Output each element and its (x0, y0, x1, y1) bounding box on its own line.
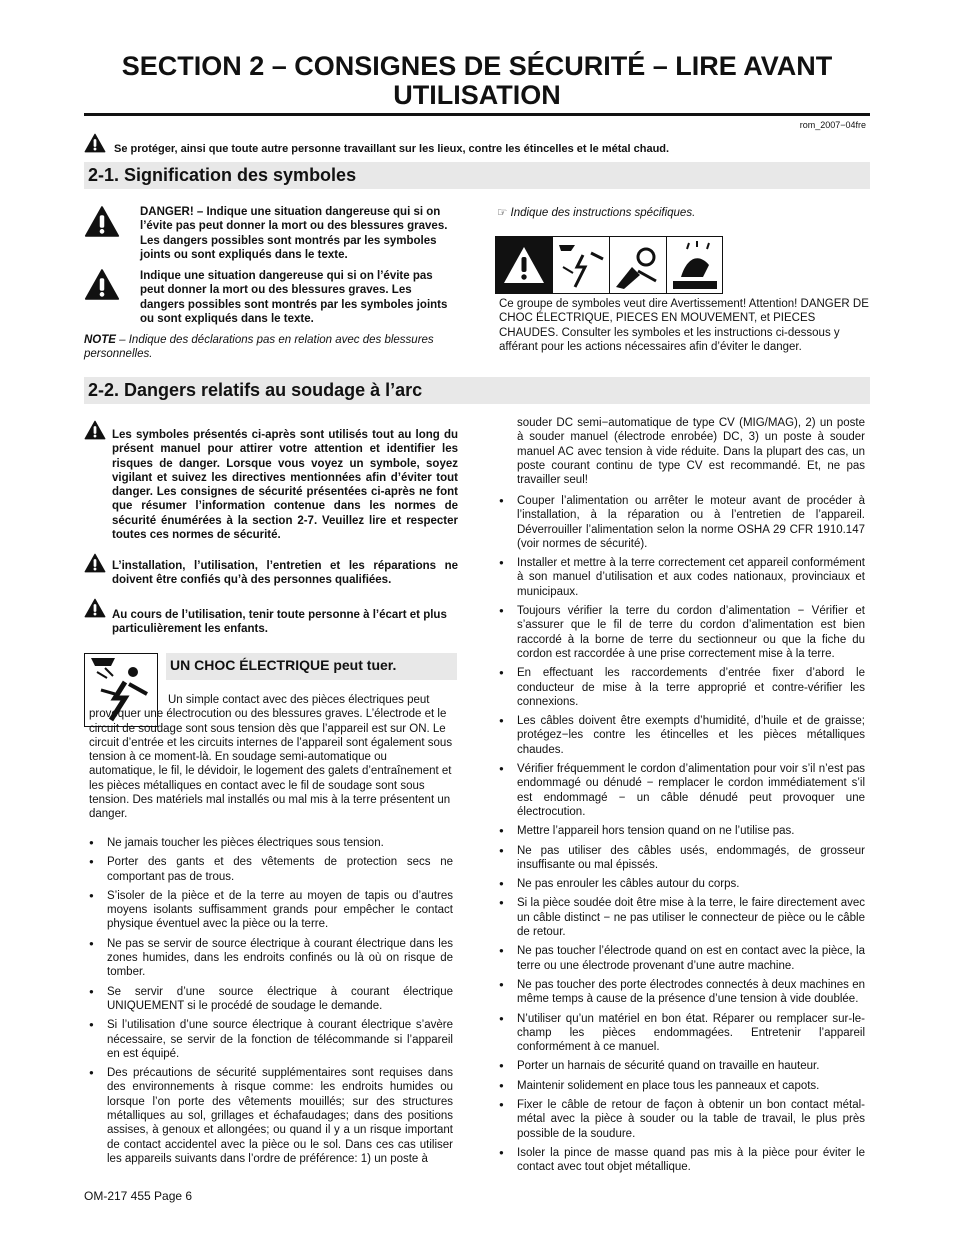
list-item: ● Si la pièce soudée doit être mise à la terre, le faire directement avec un câble distinct − ne pas utiliser le connecteur de pièce ou le câble de retour. (499, 896, 865, 939)
left-bullet-list (89, 836, 453, 1171)
moving-parts-icon (610, 237, 667, 293)
qualified-persons-warning: L’installation, l’utilisation, l’entretien et les réparations ne doivent être confiés qu’à des personnes qualifiées. (112, 560, 458, 587)
list-item: ● Ne pas enrouler les câbles autour du corps. (499, 877, 865, 891)
warning-icon (84, 420, 106, 440)
instructions-line: ☞ Indique des instructions spécifiques. (497, 207, 696, 219)
symbol-group-caption: Ce groupe de symboles veut dire Avertissement! Attention! DANGER DE CHOC ÉLECTRIQUE, PIECES EN MOUVEMENT, et PIECES CHAUDES. Consulter les symboles et les instructions ci-dessous y afférant pour les actions nécessaires afin d’éviter le danger. (499, 298, 869, 353)
warning-icon (84, 598, 106, 618)
title-rule (84, 113, 870, 116)
list-item: ● Si l’utilisation d’une source électrique à courant électrique s’avère nécessaire, se servir de la fonction de télécommande si l’appareil en est équipé. (89, 1018, 453, 1061)
warning-icon (84, 268, 120, 301)
electric-shock-icon (553, 237, 610, 293)
list-item: ● Porter des gants et des vêtements de protection secs ne comportant pas de trous. (89, 855, 453, 884)
list-item: ● N’utiliser qu’un matériel en bon état. Réparer ou remplacer sur-le-champ les pièces endommagées. Entretenir l’appareil conformément à ce manuel. (499, 1012, 865, 1055)
list-item: ● Ne jamais toucher les pièces électriques sous tension. (89, 836, 453, 850)
list-item: ● Les câbles doivent être exempts d’humidité, d’huile et de graisse; protégez−les contre les étincelles et les pièces métalliques chaudes. (499, 714, 865, 757)
page-title: SECTION 2 – CONSIGNES DE SÉCURITÉ – LIRE AVANT UTILISATION (121, 51, 833, 110)
list-item: ● Porter un harnais de sécurité quand on travaille en hauteur. (499, 1059, 865, 1073)
warning-text: Indique une situation dangereuse qui si on l’évite pas peut donner la mort ou des blessures graves. Les dangers possibles sont montrés par les symboles joints ou sont expliqués dans le texte. (140, 270, 448, 325)
list-item: ● Ne pas toucher l’électrode quand on est en contact avec la pièce, la terre ou une électrode provenant d’une autre machine. (499, 944, 865, 973)
right-bullet-list (499, 494, 865, 1179)
keep-away-warning: Au cours de l’utilisation, tenir toute personne à l’écart et plus particulièrement les enfants. (112, 609, 447, 636)
list-item: ● Ne pas se servir de source électrique à courant électrique dans les zones humides, dans les endroits confinés ou là où on risque de tomber. (89, 937, 453, 980)
list-item: ● Ne pas toucher des porte électrodes connectés à deux machines en même temps à cause de la présence d’une tension à vide doublée. (499, 978, 865, 1007)
list-item: ● Installer et mettre à la terre correctement cet appareil conformément à son manuel d’utilisation et aux codes nationaux, provinciaux et municipaux. (499, 556, 865, 599)
shock-intro: Un simple contact avec des pièces électriques peut provoquer une électrocution ou des blessures graves. L’électrode et le circuit de soudage sont sous tension dès que l’appareil est sur ON. Le circuit d’entrée et les circuits internes de l’appareil sont également sous tension à ce moment-là. En soudage semi-automatique ou automatique, le fil, le dévidoir, le logement des galets d’entraînement et les pièces métalliques en contact avec le fil de soudage sont sous tension. Des matériels mal installés ou mal mis à la terre présentent un danger. (89, 694, 453, 821)
list-item: ● Toujours vérifier la terre du cordon d’alimentation − Vérifier et s’assurer que le fil de terre du cordon d’alimentation est bien raccordé à la borne de terre du sectionneur ou que la fiche du cordon est raccordée à une prise correctement mise à la terre. (499, 604, 865, 661)
danger-text: DANGER! – Indique une situation dangereuse qui si on l’évite pas peut donner la mort ou des blessures graves. Les dangers possibles sont montrés par les symboles joints ou sont expliqués dans le texte. (140, 206, 448, 261)
list-item: ● Isoler la pince de masse quand pas mis à la pièce pour éviter le contact avec tout objet métallique. (499, 1146, 865, 1175)
list-item: ● Des précautions de sécurité supplémentaires sont requises dans des environnements à risque comme: les endroits humides ou lorsque l’on porte des vêtements mouillés; sur des structures métalliques au sol, grillages et échafaudages; dans des positions assises, à genoux et allongées; ou quand il y a un risque important de contact accidentel avec la pièce ou le sol. Dans ces cas utiliser les appareils suivants dans l’ordre de préférence: 1) un poste à (89, 1066, 453, 1166)
danger-icon (84, 205, 120, 238)
list-item: ● Se servir d’une source électrique à courant électrique UNIQUEMENT si le procédé de soudage le demande. (89, 985, 453, 1014)
section-heading-symbols: 2-1. Signification des symboles (84, 162, 870, 189)
pointing-hand-icon: ☞ (497, 207, 508, 219)
list-item: ● Maintenir solidement en place tous les panneaux et capots. (499, 1079, 865, 1093)
hot-parts-icon (667, 237, 723, 293)
shock-heading: UN CHOC ÉLECTRIQUE peut tuer. (166, 653, 457, 680)
list-item: ● S’isoler de la pièce et de la terre au moyen de tapis ou d’autres moyens isolants suffisamment grands pour empêcher le contact physique éventuel avec la pièce ou la terre. (89, 889, 453, 932)
section-heading-arc-welding: 2-2. Dangers relatifs au soudage à l’arc (84, 377, 870, 404)
list-item: ● Mettre l’appareil hors tension quand on ne l’utilise pas. (499, 824, 865, 838)
list-item: ● En effectuant les raccordements d’entrée fixer d’abord le conducteur de mise à la terre approprié et contre-vérifier les connexions. (499, 666, 865, 709)
warning-icon (84, 133, 106, 153)
continuation-text: souder DC semi−automatique de type CV (MIG/MAG), 2) un poste à souder manuel (électrode enrobée) DC, 3) un poste à souder manuel AC avec tension à vide réduite. Dans la plupart des cas, un poste courant continu de type CV est recommandé. Et, ne pas travailler seul! (517, 417, 865, 487)
symbols-warning: Les symboles présentés ci-après sont utilisés tout au long du présent manuel pour attirer votre attention et identifier les risques de danger. Lorsque vous voyez un symbole, soyez vigilant et suivez les directives mentionnées afin d’éviter tout danger. Les consignes de sécurité présentées ci-après ne font que résumer l’information contenue dans les normes de sécurité énumérées à la section 2-7. Veuillez lire et respecter toutes ces normes de sécurité. (112, 429, 458, 542)
warning-icon (496, 237, 553, 293)
list-item: ● Couper l’alimentation ou arrêter le moteur avant de procéder à l’installation, à la réparation ou à l’entretien de l’appareil. Déverrouiller l’alimentation selon la norme OSHA 29 CFR 1910.147 (voir normes de sécurité). (499, 494, 865, 551)
warning-icon (84, 553, 106, 573)
list-item: ● Ne pas utiliser des câbles usés, endommagés, de grosseur insuffisante ou mal épissés. (499, 844, 865, 873)
document-code: rom_2007−04fre (799, 120, 866, 130)
list-item: ● Vérifier fréquemment le cordon d’alimentation pour voir s’il n’est pas endommagé ou dénudé − remplacer le cordon immédiatement s’il est endommagé − un câble dénudé peut provoquer une électrocution. (499, 762, 865, 819)
note-text: NOTE – Indique des déclarations pas en relation avec des blessures personnelles. (84, 334, 434, 361)
page-footer: OM-217 455 Page 6 (84, 1189, 193, 1203)
list-item: ● Fixer le câble de retour de façon à obtenir un bon contact métal-métal avec la pièce à souder ou la table de travail, le plus près possible de la soudure. (499, 1098, 865, 1141)
hazard-symbol-group (495, 236, 723, 294)
